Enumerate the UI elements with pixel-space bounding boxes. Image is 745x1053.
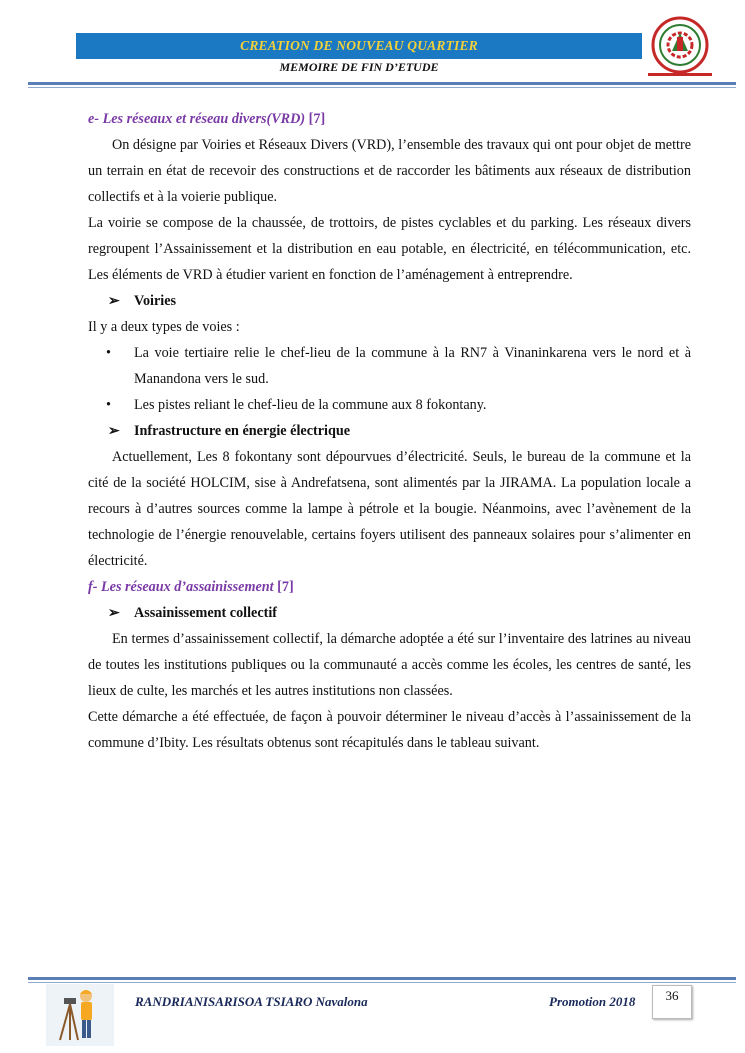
subheading-voiries xyxy=(88,288,691,314)
paragraph: On désigne par Voiries et Réseaux Divers (VRD), l’ensemble des travaux qui ont pour objet de mettre un terrain en état de recevoir des constructions et de raccorder les bâtiments aux réseaux de distribution collectifs et à la voierie publique. xyxy=(88,137,691,205)
section-e-ref: [7] xyxy=(308,111,326,127)
section-e-title: e- Les réseaux et réseau divers(VRD) xyxy=(88,111,306,127)
header-divider-thin xyxy=(28,87,736,88)
header-divider xyxy=(28,82,736,85)
header-banner xyxy=(76,33,642,59)
footer-author: RANDRIANISARISOA TSIARO Navalona xyxy=(135,994,368,1009)
arrow-bullet-icon: ➢ xyxy=(108,293,120,309)
footer-divider-thin xyxy=(28,982,736,983)
paragraph: La voirie se compose de la chaussée, de trottoirs, de pistes cyclables et du parking. Les réseaux divers regroupent l’Assainissement et la distribution en eau potable, en électricité, en télécommunication, etc. Les éléments de VRD à étudier varient en fonction de l’aménagement à entreprendre. xyxy=(88,215,691,283)
infra-label: Infrastructure en énergie électrique xyxy=(134,423,351,439)
paragraph: En termes d’assainissement collectif, la démarche adoptée a été sur l’inventaire des latrines au niveau de toutes les institutions publiques ou la communauté a accès comme les écoles, les centres de santé, les lieux de culte, les marchés et les autres institutions non classées. xyxy=(88,631,691,699)
subheading-infrastructure xyxy=(88,418,691,444)
arrow-bullet-icon: ➢ xyxy=(108,423,120,439)
page-body xyxy=(88,106,691,756)
bullet-dot-icon: • xyxy=(106,397,111,413)
paragraph: Cette démarche a été effectuée, de façon à pouvoir déterminer le niveau d’accès à l’assainissement de la commune d’Ibity. Les résultats obtenus sont récapitulés dans le tableau suivant. xyxy=(88,709,691,751)
footer-promotion: Promotion 2018 xyxy=(549,994,636,1009)
arrow-bullet-icon: ➢ xyxy=(108,605,120,621)
paragraph: Il y a deux types de voies : xyxy=(88,319,240,335)
list-item-text: La voie tertiaire relie le chef-lieu de la commune à la RN7 à Vinaninkarena vers le nord et à Manandona vers le sud. xyxy=(134,345,691,387)
bullet-dot-icon: • xyxy=(106,345,111,361)
paragraph: Actuellement, Les 8 fokontany sont dépourvues d’électricité. Seuls, le bureau de la commune et la cité de la société HOLCIM, sise à Andrefatsena, sont alimentés par la JIRAMA. La population locale a recours à d’autres sources comme la lampe à pétrole et la bougie. Néanmoins, avec l’avènement de la technologie de l’énergie renouvelable, certains foyers utilisent des panneaux solaires pour s’alimenter en électricité. xyxy=(88,449,691,569)
section-f-title: f- Les réseaux d’assainissement xyxy=(88,579,274,595)
list-item-text: Les pistes reliant le chef-lieu de la commune aux 8 fokontany. xyxy=(134,397,487,413)
voiries-label: Voiries xyxy=(134,293,177,309)
list-item xyxy=(88,392,691,418)
header-subtitle: MEMOIRE DE FIN D’ETUDE xyxy=(279,60,439,74)
surveyor-illustration-icon xyxy=(46,984,114,1046)
subheading-assainissement xyxy=(88,600,691,626)
section-f-heading xyxy=(88,574,691,600)
footer-divider xyxy=(28,977,736,980)
list-item xyxy=(88,340,691,392)
section-f-ref: [7] xyxy=(277,579,294,595)
page-number: 36 xyxy=(652,985,692,1019)
university-logo-icon xyxy=(642,15,720,81)
collectif-label: Assainissement collectif xyxy=(134,605,278,621)
banner-title: CREATION DE NOUVEAU QUARTIER xyxy=(240,38,478,53)
section-e-heading xyxy=(88,106,691,132)
